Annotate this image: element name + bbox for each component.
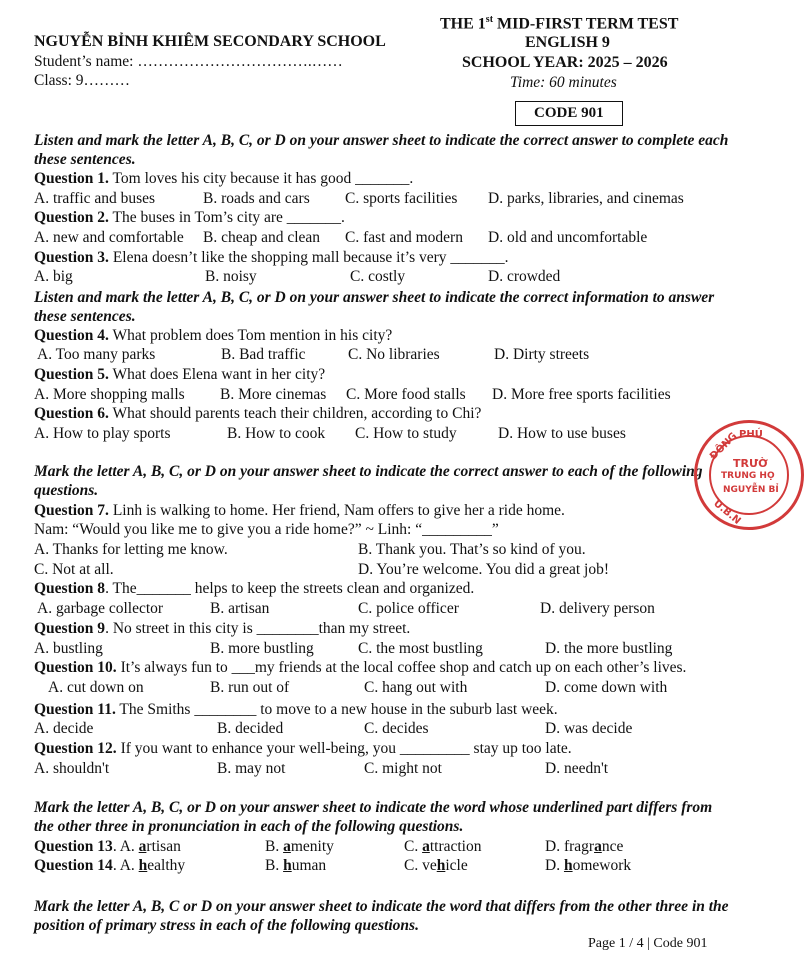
q10-option-d: D. come down with: [545, 679, 668, 696]
instruction-listen-2: Listen and mark the letter A, B, C, or D on your answer sheet to indicate the correct information to answer these sentences.: [34, 289, 715, 325]
q10-option-b: B. run out of: [210, 679, 290, 696]
page-footer: Page 1 / 4 | Code 901: [588, 936, 708, 951]
question-6: Question 6. What should parents teach their children, according to Chi?: [34, 405, 482, 422]
school-name: NGUYỄN BỈNH KHIÊM SECONDARY SCHOOL: [34, 33, 386, 50]
q9-option-b: B. more bustling: [210, 640, 314, 657]
q11-option-d: D. was decide: [545, 720, 633, 737]
q8-option-c: C. police officer: [358, 600, 459, 617]
q12-option-c: C. might not: [364, 760, 442, 777]
q8-option-a: A. garbage collector: [37, 600, 164, 617]
q3-option-b: B. noisy: [205, 268, 257, 285]
question-14: Question 14. A. healthy: [34, 857, 186, 874]
instruction-listen-1: Listen and mark the letter A, B, C, or D on your answer sheet to indicate the correct answer to complete each these sentences.: [34, 132, 729, 168]
q9-option-a: A. bustling: [34, 640, 103, 657]
q1-option-a: A. traffic and buses: [34, 190, 156, 207]
q5-option-a: A. More shopping malls: [34, 386, 185, 403]
question-3: Question 3. Elena doesn’t like the shopping mall because it’s very _______.: [34, 249, 509, 266]
instruction-pronunciation: Mark the letter A, B, C, or D on your answer sheet to indicate the word whose underlined part differs from the other three in pronunciation in each of the following questions.: [34, 799, 713, 835]
q12-option-b: B. may not: [217, 760, 286, 777]
stamp-text-left: ĐÔNG: [708, 430, 740, 463]
exam-code-box: CODE 901: [515, 101, 623, 126]
q5-option-d: D. More free sports facilities: [492, 386, 671, 403]
q8-option-d: D. delivery person: [540, 600, 655, 617]
q14-option-b: B. human: [265, 857, 327, 874]
q11-option-a: A. decide: [34, 720, 94, 737]
stamp-text-top: PHÚ: [739, 429, 763, 440]
question-2: Question 2. The buses in Tom’s city are _______.: [34, 209, 345, 226]
q11-option-c: C. decides: [364, 720, 429, 737]
question-1: Question 1. Tom loves his city because it has good _______.: [34, 170, 414, 187]
question-12: Question 12. If you want to enhance your well-being, you _________ stay up too late.: [34, 740, 572, 757]
q10-option-c: C. hang out with: [364, 679, 468, 696]
q6-option-c: C. How to study: [355, 425, 457, 442]
q6-option-b: B. How to cook: [227, 425, 326, 442]
question-11: Question 11. The Smiths ________ to move to a new house in the suburb last week.: [34, 701, 558, 718]
school-year: SCHOOL YEAR: 2025 – 2026: [462, 54, 668, 71]
q3-option-d: D. crowded: [488, 268, 561, 285]
test-title: THE 1st MID-FIRST TERM TEST: [440, 14, 679, 33]
q12-option-a: A. shouldn't: [34, 760, 110, 777]
q13-option-c: C. attraction: [404, 838, 482, 855]
q1-option-b: B. roads and cars: [203, 190, 310, 207]
q6-option-d: D. How to use buses: [498, 425, 626, 442]
q13-option-d: D. fragrance: [545, 838, 624, 855]
question-8: Question 8. The_______ helps to keep the streets clean and organized.: [34, 580, 475, 597]
stamp-text-bottom: U.B.N: [711, 498, 743, 527]
q1-option-d: D. parks, libraries, and cinemas: [488, 190, 684, 207]
q14-option-d: D. homework: [545, 857, 632, 874]
subject: ENGLISH 9: [525, 34, 610, 51]
q4-option-a: A. Too many parks: [37, 346, 156, 363]
q3-option-c: C. costly: [350, 268, 406, 285]
q9-option-d: D. the more bustling: [545, 640, 673, 657]
q10-option-a: A. cut down on: [48, 679, 144, 696]
question-10: Question 10. It’s always fun to ___my friends at the local coffee shop and catch up on each other’s lives.: [34, 659, 687, 676]
q12-option-d: D. needn't: [545, 760, 609, 777]
q3-option-a: A. big: [34, 268, 73, 285]
q7-option-c: C. Not at all.: [34, 561, 114, 578]
q8-option-b: B. artisan: [210, 600, 270, 617]
question-5: Question 5. What does Elena want in her city?: [34, 366, 326, 383]
question-13: Question 13. A. artisan: [34, 838, 181, 855]
student-name-line: Student’s name: …………………………….……: [34, 53, 343, 70]
q2-option-c: C. fast and modern: [345, 229, 463, 246]
q11-option-b: B. decided: [217, 720, 284, 737]
q2-option-a: A. new and comfortable: [34, 229, 184, 246]
class-line: Class: 9………: [34, 72, 131, 89]
q5-option-c: C. More food stalls: [346, 386, 466, 403]
q1-option-c: C. sports facilities: [345, 190, 458, 207]
stamp-text-mid2: TRUNG HỌ: [721, 471, 775, 481]
question-9: Question 9. No street in this city is ________than my street.: [34, 620, 411, 637]
q5-option-b: B. More cinemas: [220, 386, 327, 403]
q4-option-b: B. Bad traffic: [221, 346, 306, 363]
stamp-text-mid3: NGUYỄN BỈ: [723, 485, 779, 495]
q13-option-b: B. amenity: [265, 838, 334, 855]
question-4: Question 4. What problem does Tom mention in his city?: [34, 327, 393, 344]
q4-option-c: C. No libraries: [348, 346, 440, 363]
q9-option-c: C. the most bustling: [358, 640, 483, 657]
q2-option-d: D. old and uncomfortable: [488, 229, 648, 246]
instruction-stress: Mark the letter A, B, C or D on your answer sheet to indicate the word that differs from the other three in the position of primary stress in each of the following questions.: [34, 898, 729, 934]
q6-option-a: A. How to play sports: [34, 425, 171, 442]
q2-option-b: B. cheap and clean: [203, 229, 321, 246]
q7-dialog: Nam: “Would you like me to give you a ride home?” ~ Linh: “_________”: [34, 521, 499, 538]
stamp-text-mid1: TRƯỜ: [733, 457, 768, 470]
question-7: Question 7. Linh is walking to home. Her friend, Nam offers to give her a ride home.: [34, 502, 565, 519]
q7-option-a: A. Thanks for letting me know.: [34, 541, 228, 558]
test-time: Time: 60 minutes: [510, 74, 617, 91]
q7-option-d: D. You’re welcome. You did a great job!: [358, 561, 609, 578]
q7-option-b: B. Thank you. That’s so kind of you.: [358, 541, 586, 558]
instruction-mark-questions: Mark the letter A, B, C, or D on your answer sheet to indicate the correct answer to each of the following questions.: [34, 463, 703, 499]
q4-option-d: D. Dirty streets: [494, 346, 590, 363]
q14-option-c: C. vehicle: [404, 857, 468, 874]
